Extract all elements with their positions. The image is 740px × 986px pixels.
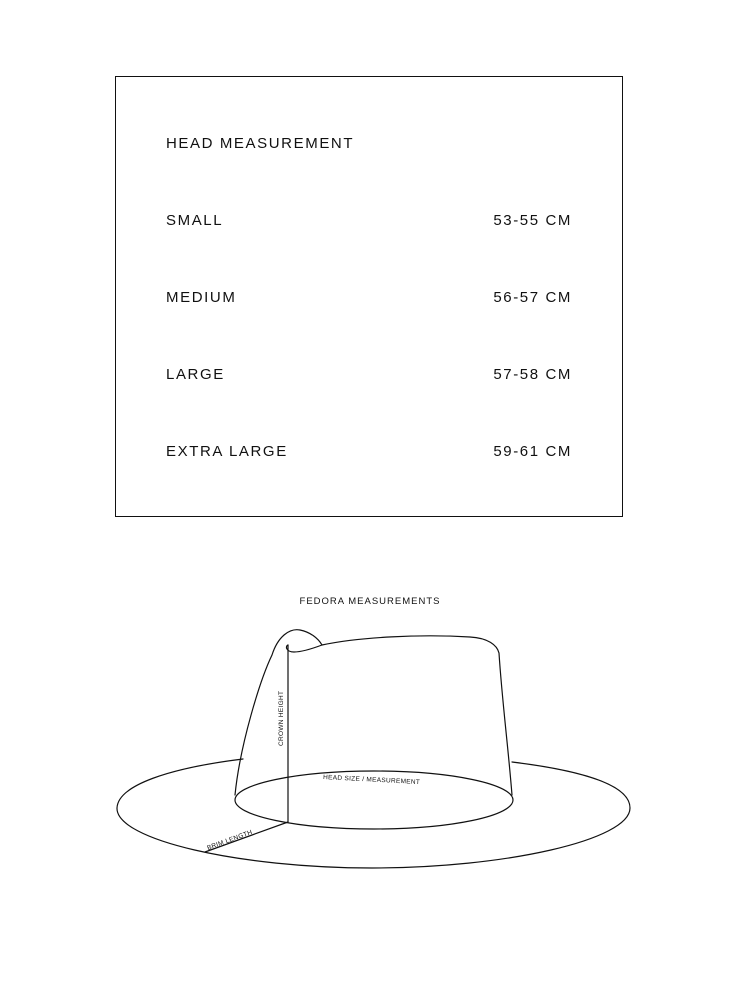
head-size-label: HEAD SIZE / MEASUREMENT xyxy=(322,774,421,787)
size-chart-title: HEAD MEASUREMENT xyxy=(166,135,355,152)
size-range: 57-58 CM xyxy=(493,366,572,383)
size-label: EXTRA LARGE xyxy=(166,443,288,460)
hat-crown-outline xyxy=(235,630,512,795)
diagram-title: FEDORA MEASUREMENTS xyxy=(299,596,441,607)
size-label: MEDIUM xyxy=(166,289,237,306)
size-label: SMALL xyxy=(166,212,224,229)
hat-crown-pinch xyxy=(286,645,322,652)
hat-brim-outline xyxy=(117,759,630,868)
brim-length-label: BRIM LENGTH xyxy=(206,828,254,852)
size-range: 59-61 CM xyxy=(493,443,572,460)
crown-height-label: CROWN HEIGHT xyxy=(278,690,285,746)
size-range: 53-55 CM xyxy=(493,212,572,229)
size-label: LARGE xyxy=(166,366,225,383)
size-range: 56-57 CM xyxy=(493,289,572,306)
